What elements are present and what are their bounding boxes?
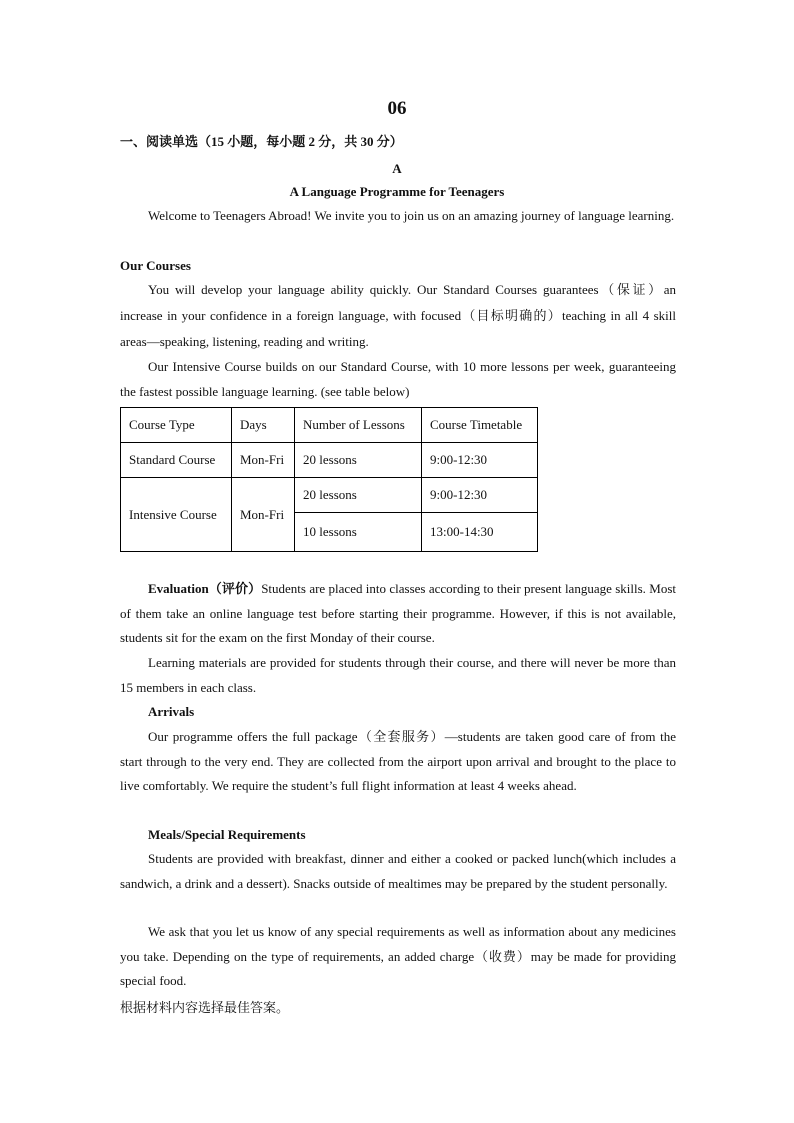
passage-title: A Language Programme for Teenagers — [289, 184, 505, 199]
table-cell: 9:00-12:30 — [422, 443, 538, 478]
table-cell: 20 lessons — [295, 443, 422, 478]
evaluation-text: Students are placed into classes according to their present language skills. Most of them take an online language test before starting their programme. However, if this is not available, students sit for the exam on the first Monday of their course. — [120, 581, 676, 645]
page-number: 06 — [387, 98, 407, 119]
our-courses-heading: Our Courses — [120, 258, 191, 273]
arrivals-heading: Arrivals — [148, 704, 195, 719]
header-cell: Number of Lessons — [295, 408, 422, 443]
meals-paragraph-2: We ask that you let us know of any special requirements as well as information about any medicines you take. Depending on the type of requirements, an added charge（收费）may be made for providing special food. — [120, 924, 676, 988]
table-header-row — [121, 408, 538, 443]
section-heading: 一、阅读单选（15 小题，每小题 2 分，共 30 分） — [120, 134, 403, 149]
courses-paragraph-2: Our Intensive Course builds on our Standard Course, with 10 more lessons per week, guaranteeing the fastest possible language learning. (see table below) — [120, 359, 676, 399]
materials-paragraph: Learning materials are provided for students through their course, and there will never be more than 15 members in each class. — [120, 655, 676, 695]
header-cell: Course Type — [121, 408, 232, 443]
meals-heading: Meals/Special Requirements — [148, 827, 306, 842]
header-cell: Course Timetable — [422, 408, 538, 443]
table-cell: Mon-Fri — [232, 478, 295, 552]
table-cell: 10 lessons — [295, 513, 422, 552]
evaluation-paragraph — [120, 577, 676, 651]
meals-paragraph-1: Students are provided with breakfast, dinner and either a cooked or packed lunch(which includes a sandwich, a drink and a dessert). Snacks outside of mealtimes may be prepared by the student personally. — [120, 851, 676, 891]
table-cell: Intensive Course — [121, 478, 232, 552]
table-cell: Mon-Fri — [232, 443, 295, 478]
table-cell: 9:00-12:30 — [422, 478, 538, 513]
table-row — [121, 443, 538, 478]
question-instruction: 根据材料内容选择最佳答案。 — [120, 1000, 290, 1015]
table-cell: 13:00-14:30 — [422, 513, 538, 552]
courses-paragraph-1: You will develop your language ability quickly. Our Standard Courses guarantees（保证）an increase in your confidence in a foreign language, with focused（目标明确的）teaching in all 4 skill areas—speaking, listening, reading and writing. — [120, 282, 676, 349]
table-cell: 20 lessons — [295, 478, 422, 513]
passage-letter: A — [392, 161, 402, 176]
course-table — [120, 407, 538, 552]
arrivals-paragraph: Our programme offers the full package（全套服务）—students are taken good care of from the start through to the very end. They are collected from the airport upon arrival and brought to the place to live comfortably. We require the student’s full flight information at least 4 weeks ahead. — [120, 729, 676, 793]
evaluation-label: Evaluation（评价） — [148, 581, 262, 596]
table-cell: Standard Course — [121, 443, 232, 478]
intro-paragraph: Welcome to Teenagers Abroad! We invite you to join us on an amazing journey of language learning. — [148, 208, 675, 223]
header-cell: Days — [232, 408, 295, 443]
table-row — [121, 478, 538, 513]
